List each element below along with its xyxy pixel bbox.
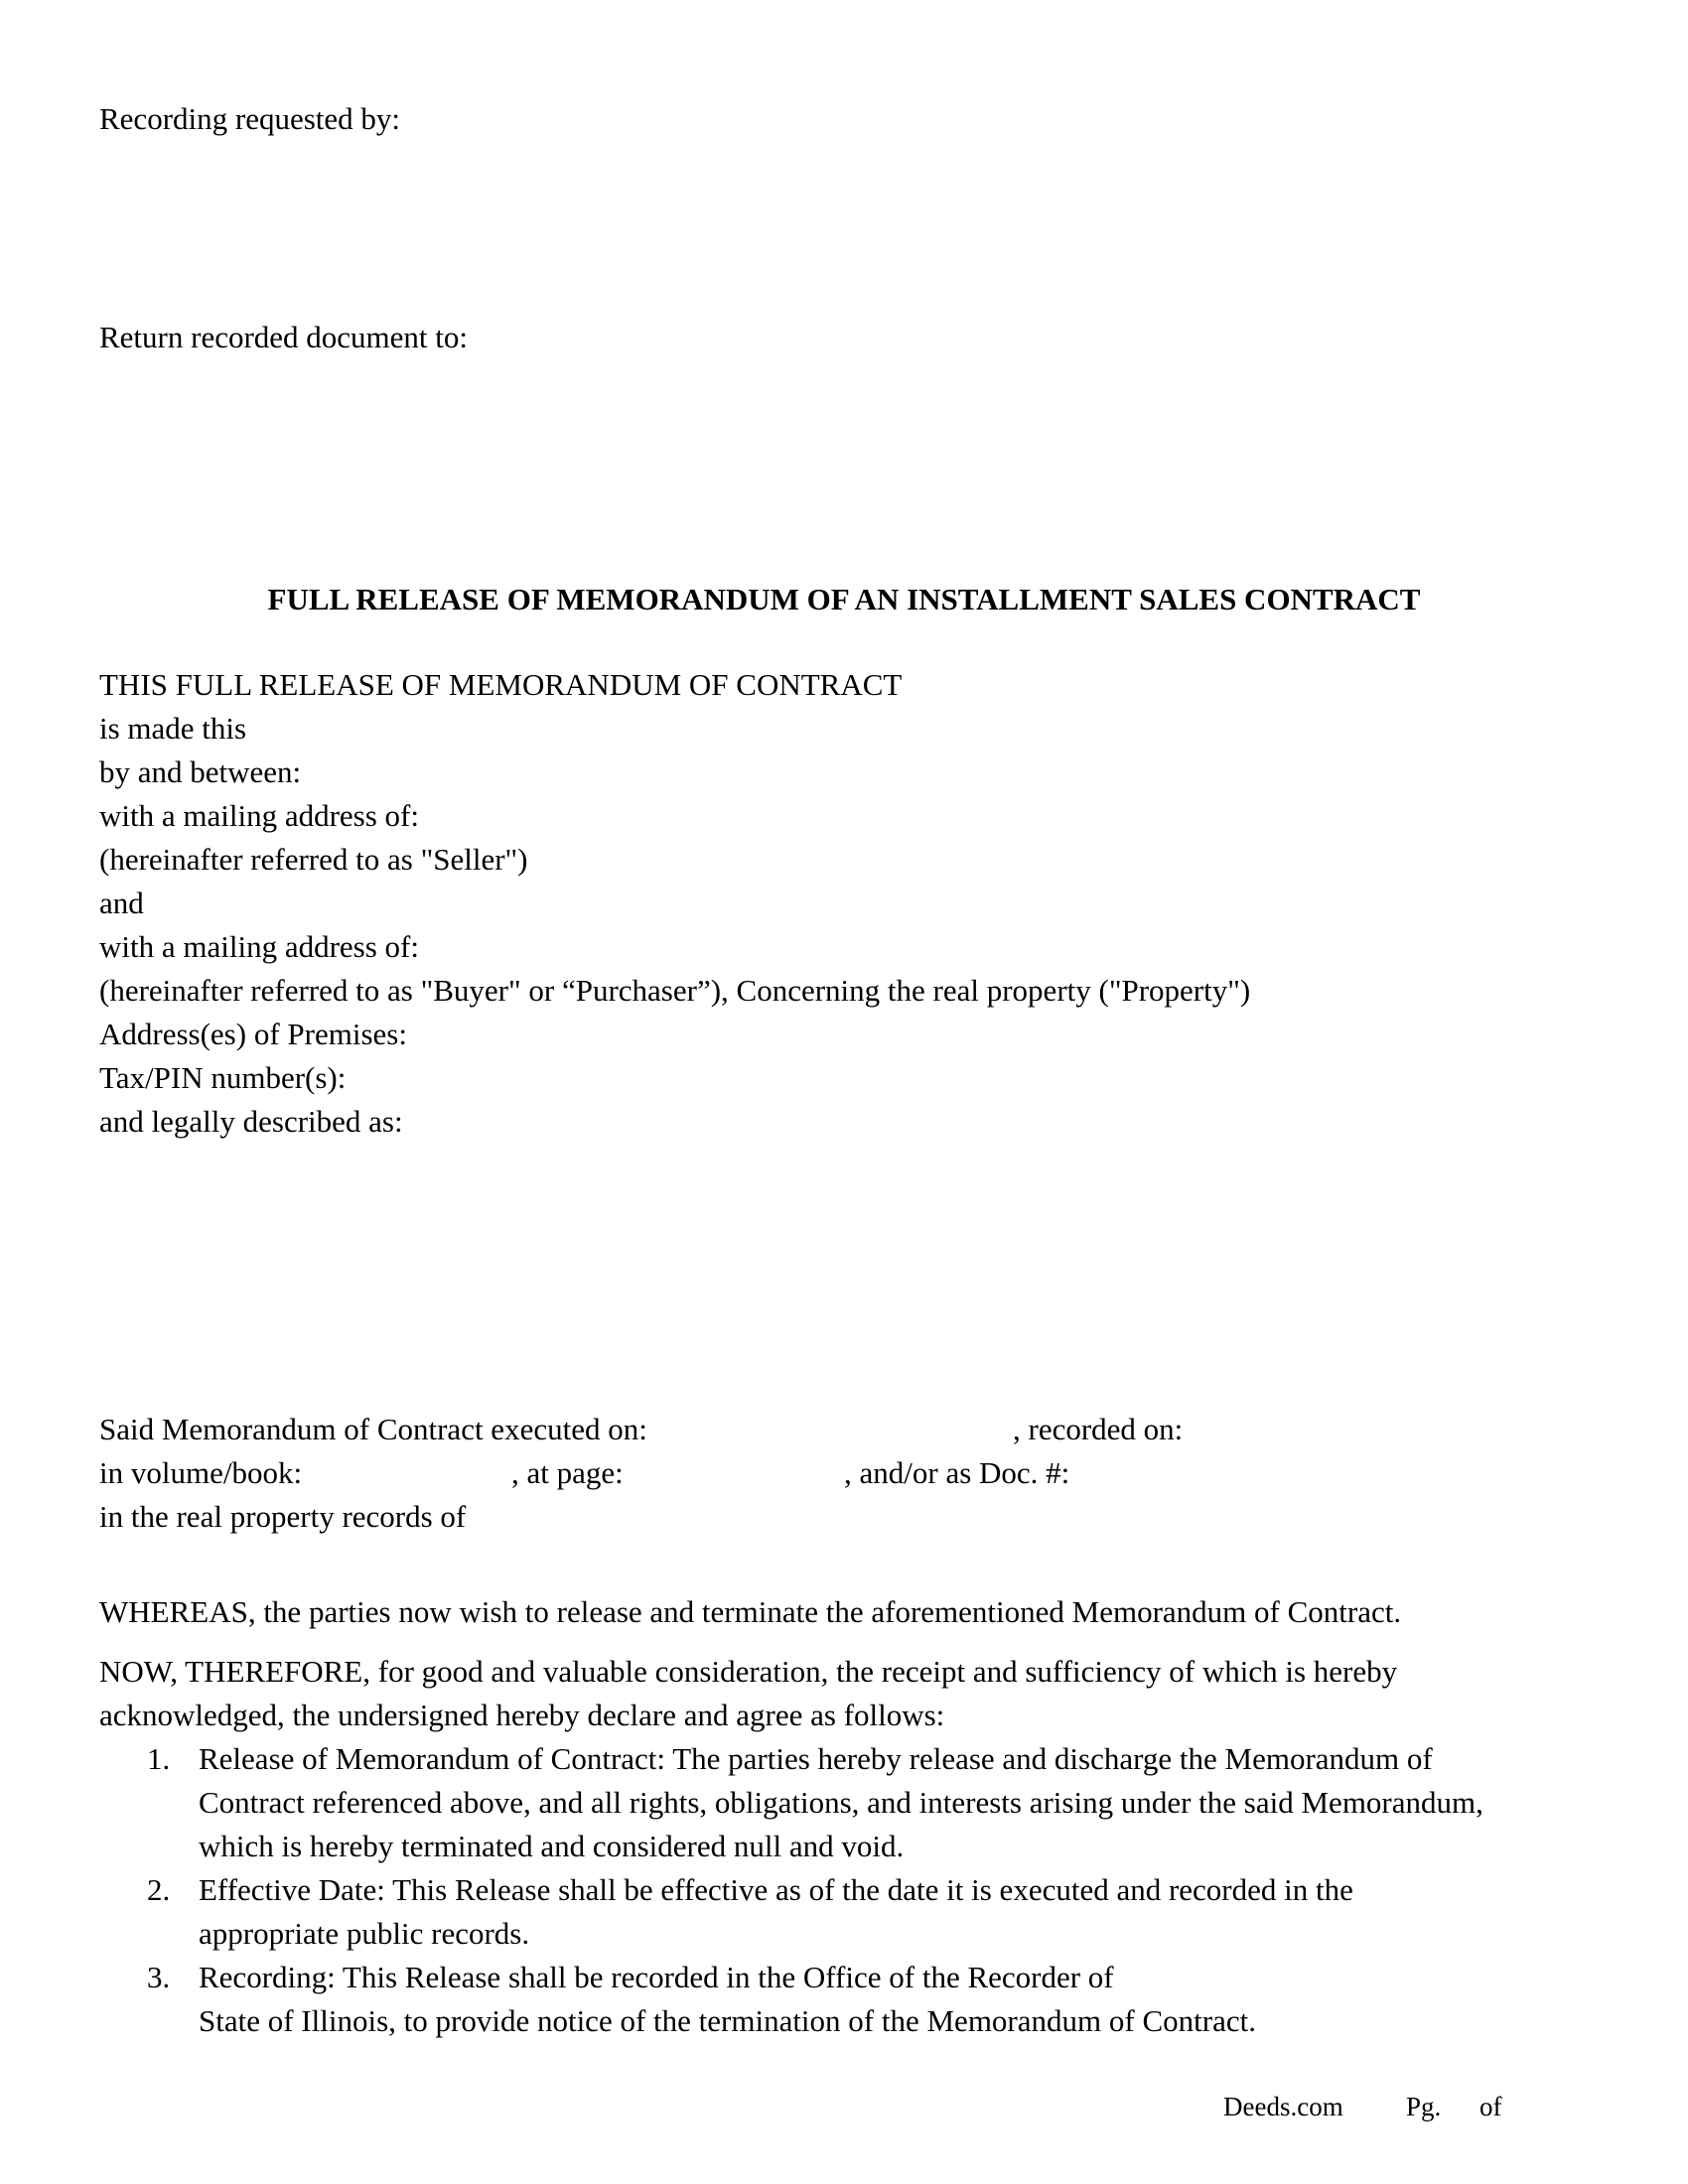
memo-executed-on-label: Said Memorandum of Contract executed on: (99, 1412, 647, 1446)
memo-records-of-label: in the real property records of (99, 1499, 467, 1534)
item-text-line: appropriate public records. (199, 1916, 530, 1951)
recording-requested-label: Recording requested by: (99, 101, 401, 136)
intro-line-statement: THIS FULL RELEASE OF MEMORANDUM OF CONTRACT (99, 667, 903, 702)
now-therefore-line-2: acknowledged, the undersigned hereby declare and agree as follows: (99, 1698, 945, 1732)
intro-line-premises: Address(es) of Premises: (99, 1017, 407, 1051)
item-text-line: which is hereby terminated and considered null and void. (199, 1829, 905, 1863)
intro-line-seller-ref: (hereinafter referred to as "Seller") (99, 842, 528, 877)
item-text-line: Recording: This Release shall be recorded in the Office of the Recorder of (199, 1960, 1114, 1994)
footer-page-label: Pg. (1406, 2092, 1442, 2121)
memo-volume-book-label: in volume/book: (99, 1455, 303, 1490)
now-therefore-line-1: NOW, THEREFORE, for good and valuable consideration, the receipt and sufficiency of which is hereby (99, 1654, 1398, 1689)
item-text-line: Effective Date: This Release shall be effective as of the date it is executed and recorded in the (199, 1872, 1353, 1907)
document-title: FULL RELEASE OF MEMORANDUM OF AN INSTALLMENT SALES CONTRACT (267, 582, 1421, 616)
intro-line-and: and (99, 886, 144, 920)
item-number: 3. (147, 1960, 171, 1994)
intro-line-legal-description: and legally described as: (99, 1104, 403, 1139)
item-number: 1. (147, 1741, 171, 1776)
memo-doc-number-label: , and/or as Doc. #: (844, 1455, 1070, 1490)
footer-of-label: of (1479, 2092, 1502, 2121)
intro-block (99, 663, 1250, 1144)
return-recorded-label: Return recorded document to: (99, 320, 469, 354)
intro-line-seller-address: with a mailing address of: (99, 798, 419, 833)
item-text-line: State of Illinois, to provide notice of the termination of the Memorandum of Contract. (199, 2003, 1256, 2038)
item-text-line: Contract referenced above, and all rights, obligations, and interests arising under the said Memorandum, (199, 1785, 1483, 1820)
whereas-clause: WHEREAS, the parties now wish to release and terminate the aforementioned Memorandum of Contract. (99, 1594, 1402, 1629)
intro-line-tax-pin: Tax/PIN number(s): (99, 1060, 347, 1095)
intro-line-buyer-ref: (hereinafter referred to as "Buyer" or “Purchaser”), Concerning the real property ("Property") (99, 973, 1251, 1008)
footer-site-name: Deeds.com (1223, 2092, 1343, 2121)
item-text-line: Release of Memorandum of Contract: The parties hereby release and discharge the Memorandum of (199, 1741, 1433, 1776)
item-number: 2. (147, 1872, 171, 1907)
intro-line-by-between: by and between: (99, 754, 302, 789)
intro-line-made-this: is made this (99, 711, 247, 746)
memo-recorded-on-label: , recorded on: (1013, 1412, 1184, 1446)
intro-line-buyer-address: with a mailing address of: (99, 929, 419, 964)
memo-at-page-label: , at page: (511, 1455, 624, 1490)
